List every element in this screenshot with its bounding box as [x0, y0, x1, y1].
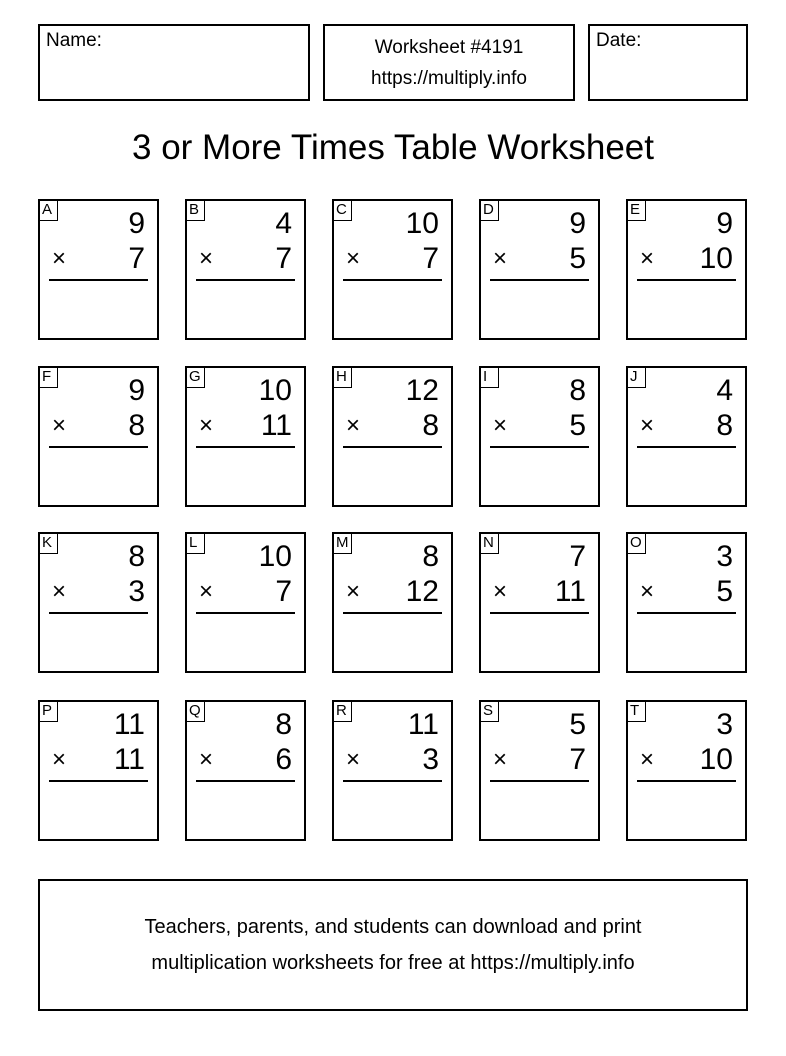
multiplicand: 5 — [569, 708, 586, 741]
problem-letter: T — [626, 700, 646, 722]
multiplicand: 10 — [405, 207, 439, 240]
answer-line — [196, 780, 295, 782]
footer-line-2: multiplication worksheets for free at https://multiply.info — [151, 952, 635, 974]
times-sign: × — [346, 578, 361, 605]
times-sign: × — [52, 746, 67, 773]
problem-letter: D — [479, 199, 499, 221]
times-sign: × — [199, 412, 214, 439]
times-sign: × — [199, 578, 214, 605]
times-sign: × — [640, 412, 655, 439]
multiplier: 5 — [569, 242, 586, 275]
multiplier: 8 — [128, 409, 145, 442]
times-sign: × — [346, 412, 361, 439]
problem-card — [479, 199, 600, 340]
date-field-box — [588, 24, 748, 101]
multiplicand: 10 — [258, 374, 292, 407]
page-title: 3 or More Times Table Worksheet — [132, 128, 654, 167]
multiplier: 8 — [716, 409, 733, 442]
multiplier: 8 — [422, 409, 439, 442]
problem-card — [626, 366, 747, 507]
times-sign: × — [346, 245, 361, 272]
answer-line — [343, 279, 442, 281]
problem-letter: K — [38, 532, 58, 554]
date-label: Date: — [596, 30, 642, 51]
multiplier: 12 — [405, 575, 439, 608]
multiplicand: 8 — [569, 374, 586, 407]
footer-box — [38, 879, 748, 1011]
times-sign: × — [52, 578, 67, 605]
problem-letter: G — [185, 366, 205, 388]
problem-card — [185, 532, 306, 673]
multiplier: 5 — [716, 575, 733, 608]
problem-letter: N — [479, 532, 499, 554]
answer-line — [637, 446, 736, 448]
problem-letter: C — [332, 199, 352, 221]
problem-card — [38, 532, 159, 673]
answer-line — [196, 279, 295, 281]
multiplier: 6 — [275, 743, 292, 776]
problem-letter: H — [332, 366, 352, 388]
multiplicand: 3 — [716, 540, 733, 573]
problem-letter: L — [185, 532, 205, 554]
answer-line — [490, 446, 589, 448]
multiplier: 3 — [128, 575, 145, 608]
multiplier: 11 — [260, 409, 292, 442]
worksheet-info-box — [323, 24, 575, 101]
times-sign: × — [52, 412, 67, 439]
answer-line — [343, 780, 442, 782]
problem-card — [626, 700, 747, 841]
problem-card — [185, 199, 306, 340]
multiplier: 10 — [699, 242, 733, 275]
answer-line — [49, 612, 148, 614]
problem-letter: S — [479, 700, 499, 722]
multiplicand: 11 — [113, 708, 145, 741]
problem-letter: A — [38, 199, 58, 221]
problem-card — [38, 700, 159, 841]
problem-letter: F — [38, 366, 58, 388]
multiplier: 11 — [113, 743, 145, 776]
times-sign: × — [346, 746, 361, 773]
problem-card — [479, 366, 600, 507]
problem-card — [185, 700, 306, 841]
problem-card — [626, 532, 747, 673]
problem-card — [479, 700, 600, 841]
problem-letter: P — [38, 700, 58, 722]
answer-line — [490, 612, 589, 614]
answer-line — [490, 780, 589, 782]
answer-line — [49, 780, 148, 782]
problem-letter: M — [332, 532, 352, 554]
multiplier: 11 — [554, 575, 586, 608]
answer-line — [637, 612, 736, 614]
worksheet-id: Worksheet #4191 — [374, 37, 524, 58]
problem-card — [38, 366, 159, 507]
times-sign: × — [52, 245, 67, 272]
multiplier: 7 — [422, 242, 439, 275]
problem-card — [38, 199, 159, 340]
times-sign: × — [640, 245, 655, 272]
multiplier: 7 — [569, 743, 586, 776]
times-sign: × — [640, 746, 655, 773]
problem-letter: I — [479, 366, 499, 388]
multiplicand: 11 — [407, 708, 439, 741]
name-field-box — [38, 24, 310, 101]
problem-letter: B — [185, 199, 205, 221]
multiplicand: 3 — [716, 708, 733, 741]
answer-line — [637, 279, 736, 281]
times-sign: × — [493, 746, 508, 773]
multiplicand: 4 — [275, 207, 292, 240]
problem-card — [332, 532, 453, 673]
answer-line — [343, 612, 442, 614]
times-sign: × — [493, 245, 508, 272]
multiplicand: 9 — [569, 207, 586, 240]
multiplicand: 9 — [716, 207, 733, 240]
problem-card — [479, 532, 600, 673]
problem-letter: E — [626, 199, 646, 221]
multiplicand: 7 — [569, 540, 586, 573]
problem-letter: Q — [185, 700, 205, 722]
multiplier: 3 — [422, 743, 439, 776]
answer-line — [196, 612, 295, 614]
problem-letter: J — [626, 366, 646, 388]
multiplicand: 10 — [258, 540, 292, 573]
multiplier: 10 — [699, 743, 733, 776]
multiplicand: 12 — [405, 374, 439, 407]
name-label: Name: — [46, 30, 102, 51]
answer-line — [49, 279, 148, 281]
multiplicand: 9 — [128, 207, 145, 240]
answer-line — [637, 780, 736, 782]
times-sign: × — [199, 245, 214, 272]
multiplier: 7 — [275, 575, 292, 608]
times-sign: × — [493, 578, 508, 605]
multiplier: 7 — [128, 242, 145, 275]
times-sign: × — [199, 746, 214, 773]
problem-card — [626, 199, 747, 340]
problem-card — [332, 366, 453, 507]
answer-line — [343, 446, 442, 448]
worksheet-url: https://multiply.info — [371, 68, 527, 89]
problem-card — [332, 199, 453, 340]
problem-letter: R — [332, 700, 352, 722]
multiplicand: 8 — [128, 540, 145, 573]
answer-line — [490, 279, 589, 281]
times-sign: × — [640, 578, 655, 605]
problem-letter: O — [626, 532, 646, 554]
times-sign: × — [493, 412, 508, 439]
answer-line — [196, 446, 295, 448]
multiplier: 7 — [275, 242, 292, 275]
footer-line-1: Teachers, parents, and students can download and print — [144, 916, 642, 938]
problem-card — [185, 366, 306, 507]
answer-line — [49, 446, 148, 448]
multiplicand: 9 — [128, 374, 145, 407]
multiplicand: 8 — [422, 540, 439, 573]
multiplicand: 4 — [716, 374, 733, 407]
multiplier: 5 — [569, 409, 586, 442]
multiplicand: 8 — [275, 708, 292, 741]
problem-card — [332, 700, 453, 841]
